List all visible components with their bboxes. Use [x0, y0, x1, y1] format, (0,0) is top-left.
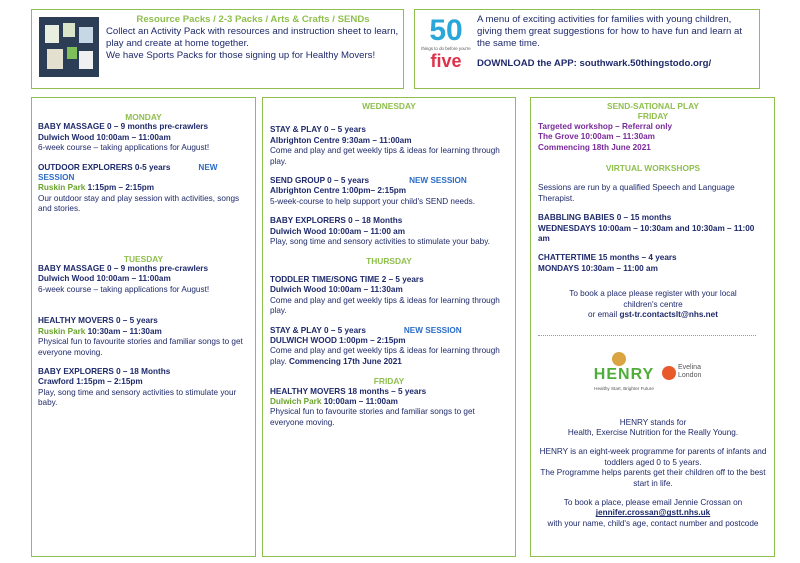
session-outdoor-explorers: [38, 163, 249, 215]
session-title: BABY MASSAGE 0 – 9 months pre-crawlers: [38, 122, 209, 132]
session-title: BABY EXPLORERS 0 – 18 Months: [38, 366, 171, 376]
session-title: BABBLING BABIES 0 – 15 months: [538, 213, 672, 223]
session-baby-explorers-wed: [270, 216, 508, 247]
booking-info: To book a place please register with your local children's centre: [569, 289, 737, 309]
virtual-desc: Sessions are run by a qualified Speech and Language Therapist.: [538, 183, 735, 203]
henry-bear-icon: [612, 352, 626, 366]
session-place: Ruskin Park: [38, 326, 86, 336]
resource-desc-2: We have Sports Packs for those signing up for Healthy Movers!: [106, 50, 376, 61]
henry-evelina-logos: [538, 358, 768, 412]
henry-tagline: Healthy Start, Brighter Future: [594, 385, 654, 391]
send-title: SEND-SATIONAL PLAY: [607, 101, 699, 111]
session-stay-play-thu: [270, 326, 508, 368]
session-place: Dulwich Wood 10:00am – 11:30am: [270, 285, 403, 295]
new-session-badge: NEW SESSION: [403, 325, 462, 335]
session-desc: Play, song time and sensory activities to stimulate your baby.: [270, 237, 490, 247]
fifty-things-panel: [414, 9, 760, 89]
henry-email-line: [538, 508, 768, 518]
henry-desc-2: The Programme helps parents get their children off to the best start in life.: [540, 468, 766, 488]
henry-email-link[interactable]: jennifer.crossan@gstt.nhs.uk: [595, 508, 711, 518]
send-day: FRIDAY: [637, 111, 669, 122]
session-place: Dulwich Wood 10:00am – 11:00 am: [270, 226, 405, 236]
session-desc: Our outdoor stay and play session with activities, songs and stories.: [38, 193, 240, 214]
session-title: SEND GROUP 0 – 5 years: [270, 176, 370, 186]
session-place: Ruskin Park: [38, 183, 86, 193]
session-place: Dulwich Wood 10:00am – 11:00am: [38, 274, 171, 284]
logo-number: 50: [429, 14, 463, 47]
session-chattertime: [538, 253, 768, 274]
session-place: Dulwich Park: [270, 396, 322, 406]
session-place: DULWICH WOOD 1:00pm – 2:15pm: [270, 335, 406, 345]
resource-desc-1: Collect an Activity Pack with resources and instruction sheet to learn, play and create at home together.: [106, 26, 399, 49]
session-send-group: [270, 176, 508, 207]
fifty-things-desc: A menu of exciting activities for families with young children, giving them great suggestions for how to have fun and learn at the same time.: [477, 14, 743, 49]
session-toddler-time: [270, 275, 508, 317]
column-wed-thu-fri: [262, 97, 516, 557]
henry-booking: To book a place, please email Jennie Crossan on: [563, 497, 743, 507]
session-title: TODDLER TIME/SONG TIME 2 – 5 years: [270, 274, 424, 284]
session-place: Dulwich Wood 10:00am – 11:00am: [38, 132, 171, 142]
session-commencing: Commencing 17th June 2021: [288, 356, 402, 366]
session-title: HEALTHY MOVERS 18 months – 5 years: [270, 386, 427, 396]
resource-title: Resource Packs / 2-3 Packs / Arts & Crafts / SENDs: [136, 14, 370, 25]
session-desc: Play, song time and sensory activities to stimulate your baby.: [38, 387, 237, 408]
download-line: [477, 58, 755, 70]
session-desc: Physical fun to favourite stories and familiar songs to get everyone moving.: [38, 337, 243, 357]
session-baby-massage-tue: [38, 264, 249, 295]
henry-meaning: Health, Exercise Nutrition for the Really Young.: [567, 427, 739, 437]
evelina-circle-icon: [662, 366, 676, 380]
henry-logo: [592, 358, 656, 392]
session-title: STAY & PLAY 0 – 5 years: [270, 125, 366, 135]
monday-heading: MONDAY: [125, 112, 162, 122]
thursday-heading: THURSDAY: [366, 256, 412, 267]
session-desc: Physical fun to favourite stories and familiar songs to get everyone moving.: [270, 407, 475, 427]
column-monday-tuesday: [31, 97, 256, 557]
session-desc: Come and play and get weekly tips & ideas for learning through play.: [270, 295, 500, 316]
session-desc: 5-week-course to help support your child's SEND needs.: [270, 196, 475, 206]
download-label: DOWNLOAD the APP:: [477, 58, 577, 69]
session-place: Albrighton Centre 9:30am – 11:00am: [270, 135, 412, 145]
session-title: HEALTHY MOVERS 0 – 5 years: [38, 316, 158, 326]
session-time: WEDNESDAYS 10:00am – 10:30am and 10:30am – 11:00 am: [538, 223, 755, 244]
session-time: 10:30am – 11:30am: [87, 326, 162, 336]
session-title: STAY & PLAY 0 – 5 years: [270, 325, 366, 335]
session-title: CHATTERTIME 15 months – 4 years: [538, 253, 677, 263]
booking-email-line: [538, 310, 768, 320]
new-session-badge: NEW SESSION: [409, 176, 467, 186]
fifty-things-logo: [421, 16, 471, 82]
section-divider: [538, 335, 756, 336]
session-desc: 6-week course – taking applications for August!: [38, 143, 210, 153]
session-title: BABY MASSAGE 0 – 9 months pre-crawlers: [38, 264, 209, 274]
henry-logo-text: HENRY: [593, 365, 655, 383]
session-time: 10:00am – 11:00am: [323, 396, 398, 406]
column-send-virtual-henry: [530, 97, 775, 557]
download-link[interactable]: southwark.50thingstodo.org/: [579, 58, 712, 69]
session-time: MONDAYS 10:30am – 11:00 am: [538, 263, 658, 273]
booking-email-link[interactable]: gst-tr.contactslt@nhs.net: [619, 310, 718, 320]
session-title: BABY EXPLORERS 0 – 18 Months: [270, 216, 403, 226]
friday-heading: FRIDAY: [373, 376, 405, 387]
send-line-1: Targeted workshop – Referral only: [538, 121, 673, 131]
session-babbling-babies: [538, 213, 768, 244]
wednesday-heading: WEDNESDAY: [362, 101, 416, 111]
new-session-badge: NEW SESSION: [38, 162, 218, 183]
booking-email-prefix: or email: [588, 310, 618, 320]
send-line-3: Commencing 18th June 2021: [538, 142, 651, 152]
session-title: OUTDOOR EXPLORERS 0-5 years: [38, 162, 171, 172]
session-place: Crawford 1:15pm – 2:15pm: [38, 377, 143, 387]
activity-pack-photo: [39, 17, 99, 77]
session-time: 1:15pm – 2:15pm: [87, 183, 155, 193]
session-desc: Come and play and get weekly tips & ideas for learning through play.: [270, 146, 500, 166]
session-baby-explorers-tue: [38, 367, 249, 409]
session-desc: Come and play and get weekly tips & ideas for learning through play.: [270, 346, 500, 366]
logo-five: five: [430, 51, 462, 71]
henry-stands-for: HENRY stands for: [619, 417, 687, 427]
resource-packs-panel: [31, 9, 404, 89]
evelina-logo-text: Evelina London: [678, 363, 702, 379]
henry-desc-1: HENRY is an eight-week programme for parents of infants and toddlers aged 0 to 5 years.: [539, 447, 767, 467]
session-healthy-movers-tue: [38, 316, 249, 358]
session-place: Albrighton Centre 1:00pm– 2:15pm: [270, 186, 407, 196]
session-baby-massage-mon: [38, 122, 249, 153]
send-line-2: The Grove 10:00am – 11:30am: [538, 132, 655, 142]
session-healthy-movers-fri: [270, 387, 508, 429]
session-stay-play-wed: [270, 125, 508, 167]
session-desc: 6-week course – taking applications for August!: [38, 284, 210, 294]
logo-small-text: things to do before you're: [421, 46, 471, 51]
henry-booking-2: with your name, child's age, contact number and postcode: [547, 518, 759, 528]
virtual-workshops-heading: VIRTUAL WORKSHOPS: [605, 163, 701, 174]
tuesday-heading: TUESDAY: [123, 253, 164, 264]
